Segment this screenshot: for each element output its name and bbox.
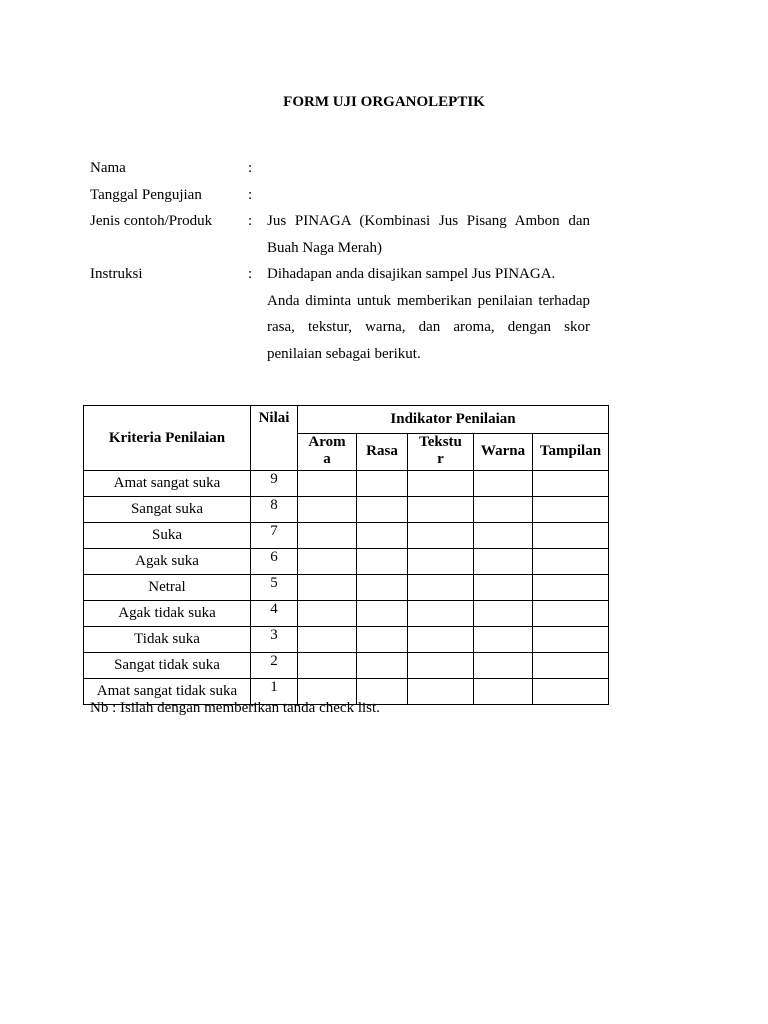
form-title: FORM UJI ORGANOLEPTIK	[283, 94, 485, 110]
field-value	[267, 208, 590, 261]
field-colon: :	[248, 160, 253, 176]
header-warna-label: Warna	[480, 443, 526, 460]
check-cell-warna[interactable]	[474, 471, 533, 497]
check-cell-tekstur[interactable]	[408, 549, 474, 575]
header-rasa	[357, 433, 408, 470]
check-cell-aroma[interactable]	[298, 601, 357, 627]
criteria-cell: Amat sangat suka	[84, 471, 251, 497]
check-cell-tekstur[interactable]	[408, 679, 474, 705]
check-cell-rasa[interactable]	[357, 523, 408, 549]
check-cell-tekstur[interactable]	[408, 471, 474, 497]
check-cell-tampilan[interactable]	[533, 679, 609, 705]
check-cell-tampilan[interactable]	[533, 601, 609, 627]
nilai-cell: 3	[251, 627, 298, 653]
table-row	[84, 471, 609, 497]
check-cell-aroma[interactable]	[298, 497, 357, 523]
check-cell-aroma[interactable]	[298, 549, 357, 575]
check-cell-aroma[interactable]	[298, 575, 357, 601]
check-cell-tampilan[interactable]	[533, 575, 609, 601]
criteria-cell: Agak tidak suka	[84, 601, 251, 627]
nilai-cell: 6	[251, 549, 298, 575]
header-tekstur	[408, 433, 474, 470]
table-row	[84, 601, 609, 627]
check-cell-tekstur[interactable]	[408, 497, 474, 523]
field-value	[267, 155, 590, 182]
criteria-cell: Tidak suka	[84, 627, 251, 653]
header-tekstur-label: Tekstu r	[419, 433, 462, 467]
check-cell-warna[interactable]	[474, 549, 533, 575]
criteria-cell: Suka	[84, 523, 251, 549]
check-cell-aroma[interactable]	[298, 653, 357, 679]
field-colon: :	[248, 186, 253, 203]
check-cell-tekstur[interactable]	[408, 575, 474, 601]
table-row	[84, 549, 609, 575]
check-cell-tampilan[interactable]	[533, 523, 609, 549]
check-cell-aroma[interactable]	[298, 471, 357, 497]
check-cell-tekstur[interactable]	[408, 653, 474, 679]
field-value	[267, 182, 590, 209]
header-aroma	[298, 433, 357, 470]
check-cell-warna[interactable]	[474, 523, 533, 549]
field-label: Tanggal Pengujian	[90, 186, 202, 203]
check-cell-rasa[interactable]	[357, 497, 408, 523]
field-label: Nama	[90, 160, 126, 176]
nilai-cell: 7	[251, 523, 298, 549]
check-cell-rasa[interactable]	[357, 601, 408, 627]
table-row	[84, 575, 609, 601]
field-label: Instruksi	[90, 266, 143, 282]
check-cell-tampilan[interactable]	[533, 627, 609, 653]
product-description: Jus PINAGA (Kombinasi Jus Pisang Ambon dan Buah Naga Merah)	[267, 213, 590, 256]
header-nilai: Nilai	[251, 406, 298, 471]
check-cell-tampilan[interactable]	[533, 471, 609, 497]
header-rasa-label: Rasa	[366, 443, 398, 460]
header-criteria: Kriteria Penilaian	[84, 406, 251, 471]
check-cell-rasa[interactable]	[357, 653, 408, 679]
check-cell-warna[interactable]	[474, 679, 533, 705]
check-cell-warna[interactable]	[474, 627, 533, 653]
check-cell-warna[interactable]	[474, 601, 533, 627]
check-cell-rasa[interactable]	[357, 549, 408, 575]
field-label: Jenis contoh/Produk	[90, 213, 213, 229]
check-cell-warna[interactable]	[474, 575, 533, 601]
form-fields	[90, 155, 590, 367]
check-cell-tekstur[interactable]	[408, 627, 474, 653]
nilai-cell: 9	[251, 471, 298, 497]
table-row	[84, 627, 609, 653]
check-cell-tekstur[interactable]	[408, 523, 474, 549]
header-aroma-label: Arom a	[308, 433, 346, 467]
check-cell-tampilan[interactable]	[533, 497, 609, 523]
field-nama	[90, 155, 590, 182]
check-cell-tampilan[interactable]	[533, 653, 609, 679]
nilai-cell: 5	[251, 575, 298, 601]
nilai-cell: 2	[251, 653, 298, 679]
check-cell-tampilan[interactable]	[533, 549, 609, 575]
header-tampilan	[533, 433, 609, 470]
check-cell-aroma[interactable]	[298, 523, 357, 549]
criteria-cell: Agak suka	[84, 549, 251, 575]
check-cell-warna[interactable]	[474, 497, 533, 523]
nilai-cell: 8	[251, 497, 298, 523]
table-row	[84, 653, 609, 679]
field-instruksi	[90, 261, 590, 367]
footnote: Nb : Isilah dengan memberikan tanda check list.	[90, 700, 380, 716]
nilai-cell: 1	[251, 679, 298, 705]
field-tanggal-pengujian	[90, 182, 590, 209]
check-cell-warna[interactable]	[474, 653, 533, 679]
table-row	[84, 523, 609, 549]
instruction-line-2: Anda diminta untuk memberikan penilaian terhadap rasa, tekstur, warna, dan aroma, dengan skor penilaian sebagai berikut.	[267, 292, 590, 362]
header-indicator: Indikator Penilaian	[298, 406, 609, 434]
field-colon: :	[248, 213, 253, 229]
criteria-cell: Amat sangat tidak suka	[84, 679, 251, 705]
header-tampilan-label: Tampilan	[539, 443, 602, 460]
nilai-cell: 4	[251, 601, 298, 627]
check-cell-aroma[interactable]	[298, 627, 357, 653]
rating-table	[83, 405, 609, 705]
field-value	[267, 261, 590, 367]
field-colon: :	[248, 266, 253, 282]
criteria-cell: Sangat suka	[84, 497, 251, 523]
table-row	[84, 497, 609, 523]
criteria-cell: Netral	[84, 575, 251, 601]
check-cell-rasa[interactable]	[357, 575, 408, 601]
check-cell-rasa[interactable]	[357, 471, 408, 497]
criteria-cell: Sangat tidak suka	[84, 653, 251, 679]
instruction-line-1: Dihadapan anda disajikan sampel Jus PINAGA.	[267, 266, 556, 282]
check-cell-rasa[interactable]	[357, 627, 408, 653]
header-warna	[474, 433, 533, 470]
field-jenis-produk	[90, 208, 590, 261]
check-cell-tekstur[interactable]	[408, 601, 474, 627]
